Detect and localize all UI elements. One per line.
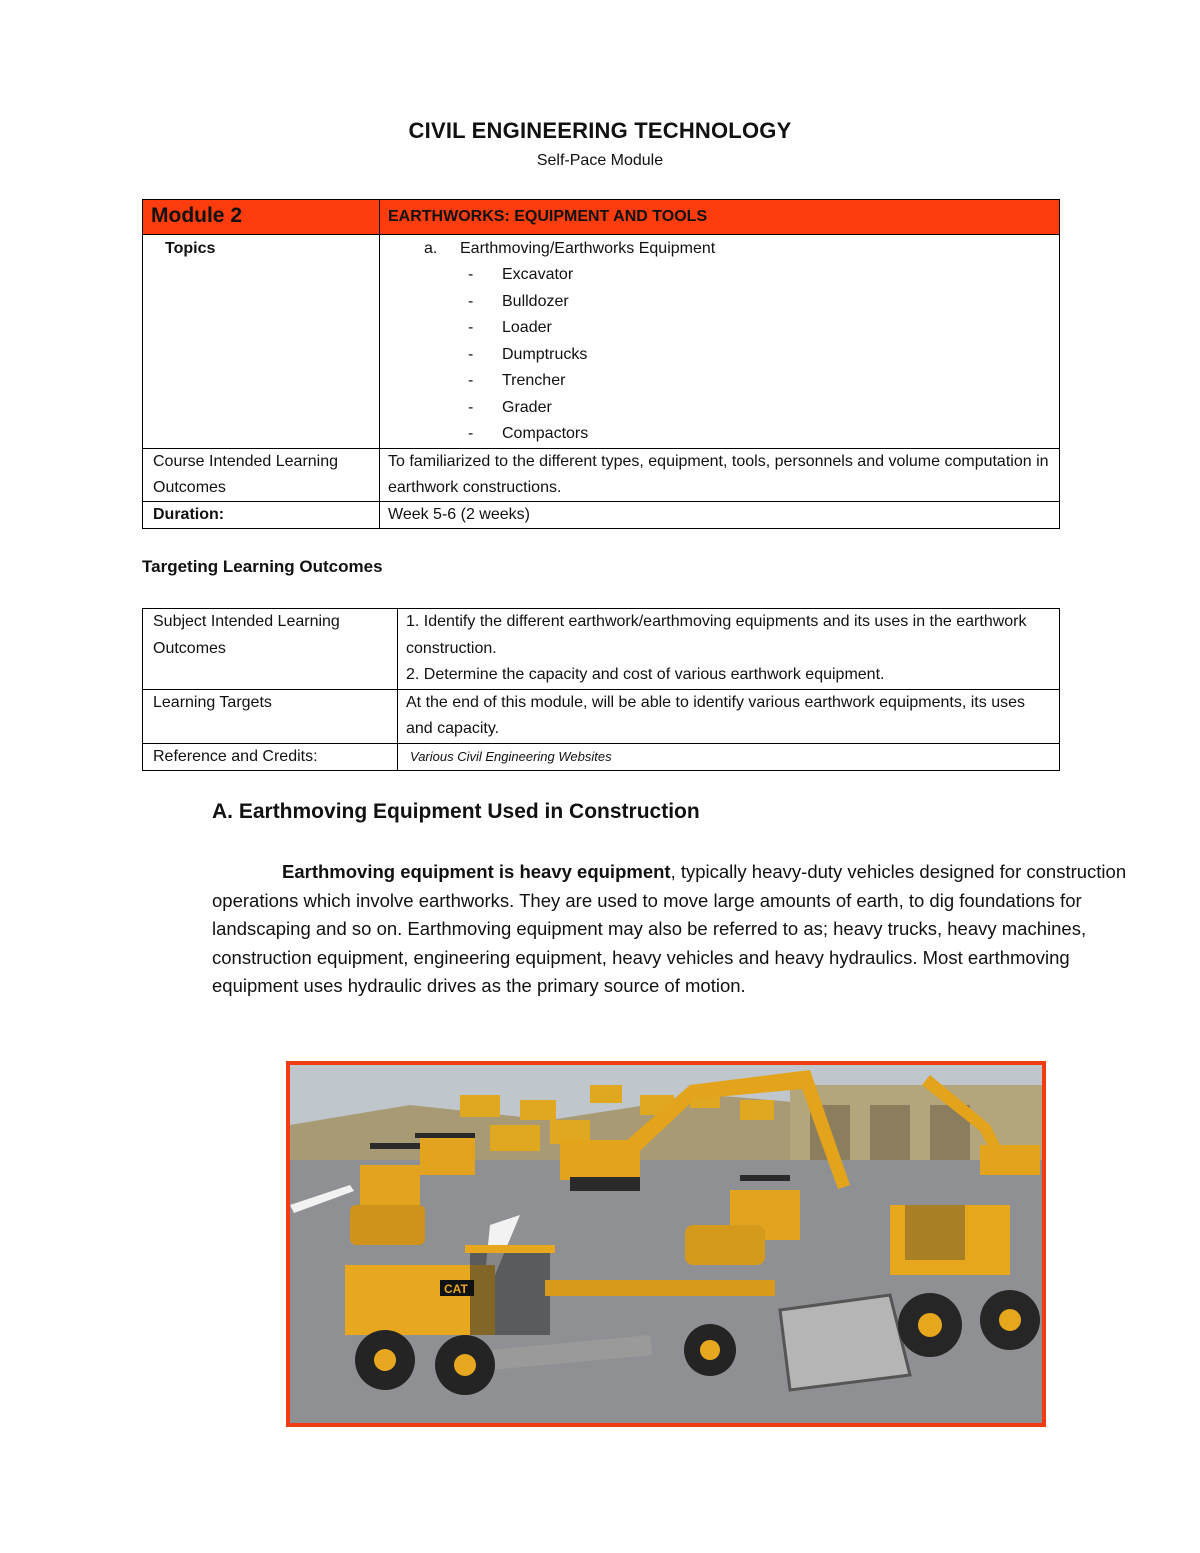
duration-value: Week 5-6 (2 weeks): [380, 501, 1060, 528]
learning-targets-label: Learning Targets: [143, 689, 398, 743]
document-title: CIVIL ENGINEERING TECHNOLOGY: [408, 118, 792, 143]
duration-row: [143, 501, 1060, 528]
silo-label: Subject Intended Learning Outcomes: [143, 609, 398, 690]
module-label: Module 2: [151, 204, 243, 227]
topic-letter: a.: [424, 240, 438, 257]
list-item: - Dumptrucks: [468, 342, 1051, 369]
module-label-cell: [143, 200, 380, 235]
list-item: - Compactors: [468, 421, 1051, 448]
cilo-label: Course Intended Learning Outcomes: [143, 448, 380, 501]
page-header: [0, 118, 1200, 170]
learning-targets-value: At the end of this module, will be able to identify various earthwork equipments, its uses and capacity.: [398, 689, 1060, 743]
topic-item-a: [388, 235, 1051, 262]
list-dash: -: [468, 345, 474, 363]
module-info-table: [142, 199, 1060, 529]
silo-row: [143, 609, 1060, 690]
learning-targets-row: [143, 689, 1060, 743]
list-item: - Trencher: [468, 368, 1051, 395]
paragraph-lead: Earthmoving equipment is heavy equipment: [282, 861, 671, 882]
list-dash: -: [468, 372, 474, 389]
list-dash: -: [468, 425, 474, 442]
module-header-row: [143, 200, 1060, 235]
cat-logo-text: CAT: [444, 1282, 468, 1296]
cilo-value: To familiarized to the different types, equipment, tools, personnels and volume computation in earthwork constructions.: [380, 448, 1060, 501]
reference-value: Various Civil Engineering Websites: [398, 743, 1060, 771]
silo-item-1: 1. Identify the different earthwork/earthmoving equipments and its uses in the earthwork construction.: [406, 613, 1027, 657]
excavator-body: [560, 1140, 640, 1180]
paragraph-body: , typically heavy-duty vehicles designed for construction operations which involve earthworks. They are used to move large amounts of earth, to dig foundations for landscaping and so on. Earthmoving equipment may also be referred to as; heavy trucks, heavy machines, construction equipment, engineering equipment, heavy vehicles and heavy hydraulics. Most earthmoving equipment uses hydraulic drives as the primary source of motion.: [212, 861, 1127, 997]
list-dash: -: [468, 398, 474, 416]
list-dash: -: [468, 266, 474, 283]
list-item: - Loader: [468, 315, 1051, 342]
section-a-heading: A. Earthmoving Equipment Used in Construction: [212, 800, 700, 823]
section-a-paragraph: [212, 858, 1132, 1001]
topics-row: [143, 235, 1060, 449]
document-subtitle: Self-Pace Module: [536, 152, 664, 169]
equipment-list: [388, 262, 1051, 448]
list-item: - Grader: [468, 395, 1051, 422]
list-dash: -: [468, 319, 474, 336]
equipment-yard-illustration: [290, 1065, 1042, 1423]
earthmoving-equipment-photo: [286, 1061, 1046, 1427]
list-item: - Bulldozer: [468, 289, 1051, 316]
silo-item-2: 2. Determine the capacity and cost of various earthwork equipment.: [406, 666, 885, 683]
reference-label: Reference and Credits:: [143, 743, 398, 771]
reference-row: [143, 743, 1060, 771]
topics-label-cell: [143, 235, 380, 449]
outcomes-table: [142, 608, 1060, 771]
loader-bucket: [780, 1295, 910, 1390]
targeting-outcomes-heading: Targeting Learning Outcomes: [142, 557, 383, 576]
duration-label: Duration:: [143, 501, 380, 528]
silo-value-cell: [398, 609, 1060, 690]
list-dash: -: [468, 292, 474, 310]
list-item: - Excavator: [468, 262, 1051, 289]
topics-label: Topics: [165, 240, 216, 257]
cilo-row: [143, 448, 1060, 501]
topics-value-cell: [380, 235, 1060, 449]
topic-heading: Earthmoving/Earthworks Equipment: [460, 240, 716, 257]
module-title-cell: [380, 200, 1060, 235]
module-title: EARTHWORKS: EQUIPMENT AND TOOLS: [388, 208, 708, 225]
